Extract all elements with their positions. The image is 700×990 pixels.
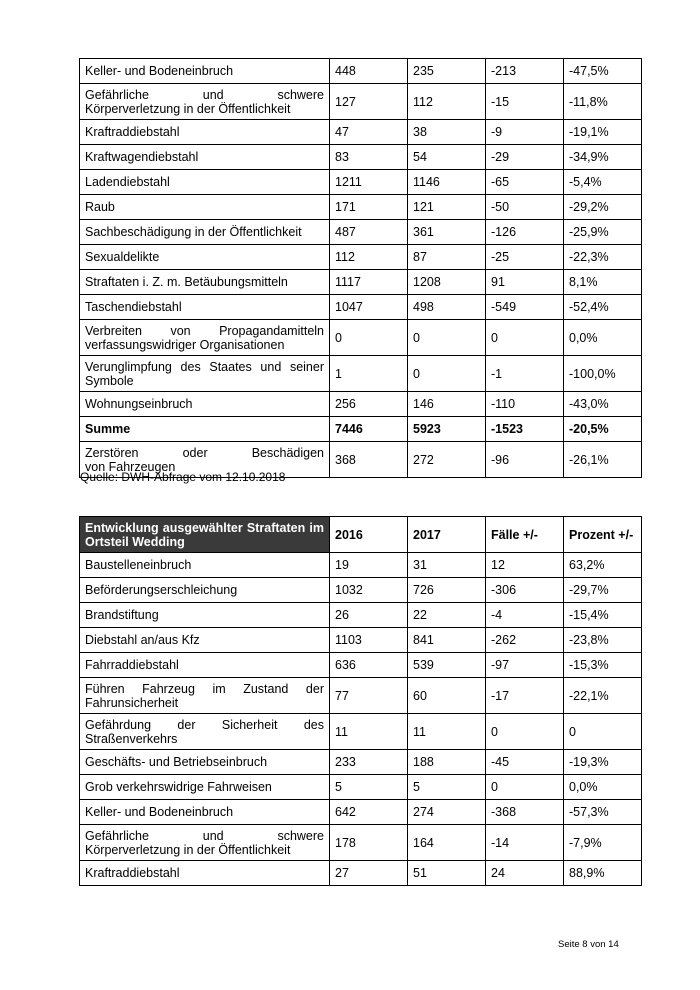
table-row	[80, 861, 642, 886]
percent-diff-cell: 8,1%	[564, 270, 642, 295]
cases-diff-cell: -65	[486, 170, 564, 195]
offense-name-cell: Fahrraddiebstahl	[80, 653, 330, 678]
value-2016-cell: 256	[330, 392, 408, 417]
table-row	[80, 295, 642, 320]
crime-statistics-table-wedding	[79, 516, 642, 886]
cases-diff-cell: -110	[486, 392, 564, 417]
value-2016-cell: 27	[330, 861, 408, 886]
cases-diff-cell: -4	[486, 603, 564, 628]
percent-diff-cell: -19,3%	[564, 750, 642, 775]
cases-diff-cell: -1	[486, 356, 564, 392]
value-2016-cell: 7446	[330, 417, 408, 442]
value-2016-cell: 19	[330, 553, 408, 578]
value-2016-cell: 127	[330, 84, 408, 120]
value-2016-cell: 178	[330, 825, 408, 861]
percent-diff-cell: -100,0%	[564, 356, 642, 392]
offense-name-cell: Raub	[80, 195, 330, 220]
cases-diff-cell: 24	[486, 861, 564, 886]
value-2017-cell: 1146	[408, 170, 486, 195]
table-row	[80, 800, 642, 825]
offense-name-cell: Führen Fahrzeug im Zustand der Fahrunsicherheit	[80, 678, 330, 714]
table-row	[80, 714, 642, 750]
percent-diff-cell: -43,0%	[564, 392, 642, 417]
cases-diff-cell: -17	[486, 678, 564, 714]
cases-diff-cell: -14	[486, 825, 564, 861]
value-2017-cell: 498	[408, 295, 486, 320]
offense-name-cell: Taschendiebstahl	[80, 295, 330, 320]
table-row	[80, 603, 642, 628]
cases-diff-cell: -9	[486, 120, 564, 145]
value-2016-cell: 0	[330, 320, 408, 356]
percent-diff-cell: -57,3%	[564, 800, 642, 825]
table-row	[80, 120, 642, 145]
value-2016-cell: 11	[330, 714, 408, 750]
table-body	[80, 553, 642, 886]
value-2017-cell: 841	[408, 628, 486, 653]
cases-diff-cell: -368	[486, 800, 564, 825]
value-2016-cell: 1032	[330, 578, 408, 603]
cases-diff-cell: -549	[486, 295, 564, 320]
offense-name-cell: Brandstiftung	[80, 603, 330, 628]
source-note: Quelle: DWH-Abfrage vom 12.10.2018	[80, 470, 286, 484]
value-2016-cell: 112	[330, 245, 408, 270]
table-row	[80, 245, 642, 270]
table-row	[80, 678, 642, 714]
header-row	[80, 517, 642, 553]
header-percent-diff: Prozent +/-	[564, 517, 642, 553]
percent-diff-cell: -15,3%	[564, 653, 642, 678]
value-2016-cell: 26	[330, 603, 408, 628]
table-row	[80, 553, 642, 578]
value-2016-cell: 5	[330, 775, 408, 800]
percent-diff-cell: -47,5%	[564, 59, 642, 84]
cases-diff-cell: -213	[486, 59, 564, 84]
value-2016-cell: 1047	[330, 295, 408, 320]
offense-name-cell: Beförderungserschleichung	[80, 578, 330, 603]
percent-diff-cell: 0,0%	[564, 320, 642, 356]
crime-statistics-table-continued	[79, 58, 642, 478]
percent-diff-cell: -34,9%	[564, 145, 642, 170]
value-2017-cell: 112	[408, 84, 486, 120]
value-2017-cell: 60	[408, 678, 486, 714]
offense-name-cell: Gefährliche und schwere Körperverletzung in der Öffentlichkeit	[80, 84, 330, 120]
offense-name-cell: Grob verkehrswidrige Fahrweisen	[80, 775, 330, 800]
table-header	[80, 517, 642, 553]
value-2017-cell: 274	[408, 800, 486, 825]
value-2016-cell: 171	[330, 195, 408, 220]
percent-diff-cell: 0	[564, 714, 642, 750]
table-row	[80, 750, 642, 775]
value-2016-cell: 448	[330, 59, 408, 84]
value-2016-cell: 1211	[330, 170, 408, 195]
header-cases-diff: Fälle +/-	[486, 517, 564, 553]
percent-diff-cell: 63,2%	[564, 553, 642, 578]
table-row	[80, 356, 642, 392]
table-row	[80, 578, 642, 603]
table-row	[80, 59, 642, 84]
cases-diff-cell: -45	[486, 750, 564, 775]
percent-diff-cell: -23,8%	[564, 628, 642, 653]
cases-diff-cell: -29	[486, 145, 564, 170]
offense-name-cell: Verunglimpfung des Staates und seiner Symbole	[80, 356, 330, 392]
cases-diff-cell: -97	[486, 653, 564, 678]
percent-diff-cell: -52,4%	[564, 295, 642, 320]
offense-name-cell: Geschäfts- und Betriebseinbruch	[80, 750, 330, 775]
value-2017-cell: 539	[408, 653, 486, 678]
value-2017-cell: 11	[408, 714, 486, 750]
cases-diff-cell: -25	[486, 245, 564, 270]
table-row	[80, 775, 642, 800]
value-2016-cell: 1	[330, 356, 408, 392]
value-2016-cell: 642	[330, 800, 408, 825]
cases-diff-cell: 12	[486, 553, 564, 578]
offense-name-cell: Diebstahl an/aus Kfz	[80, 628, 330, 653]
table-row	[80, 417, 642, 442]
table-body	[80, 59, 642, 478]
percent-diff-cell: 88,9%	[564, 861, 642, 886]
percent-diff-cell: -22,1%	[564, 678, 642, 714]
percent-diff-cell: -15,4%	[564, 603, 642, 628]
page-number: Seite 8 von 14	[558, 939, 619, 950]
value-2017-cell: 22	[408, 603, 486, 628]
value-2016-cell: 83	[330, 145, 408, 170]
offense-name-cell: Kraftraddiebstahl	[80, 861, 330, 886]
offense-name-cell: Gefährdung der Sicherheit des Straßenverkehrs	[80, 714, 330, 750]
cases-diff-cell: -96	[486, 442, 564, 478]
cases-diff-cell: 0	[486, 320, 564, 356]
table-row	[80, 145, 642, 170]
cases-diff-cell: 91	[486, 270, 564, 295]
percent-diff-cell: -7,9%	[564, 825, 642, 861]
value-2016-cell: 47	[330, 120, 408, 145]
offense-name-cell: Kraftwagendiebstahl	[80, 145, 330, 170]
header-title: Entwicklung ausgewählter Straftaten im Ortsteil Wedding	[80, 517, 330, 553]
value-2016-cell: 77	[330, 678, 408, 714]
offense-name-cell: Ladendiebstahl	[80, 170, 330, 195]
offense-name-cell: Baustelleneinbruch	[80, 553, 330, 578]
offense-name-cell: Gefährliche und schwere Körperverletzung in der Öffentlichkeit	[80, 825, 330, 861]
percent-diff-cell: -5,4%	[564, 170, 642, 195]
percent-diff-cell: -26,1%	[564, 442, 642, 478]
value-2017-cell: 5923	[408, 417, 486, 442]
offense-name-cell: Sachbeschädigung in der Öffentlichkeit	[80, 220, 330, 245]
value-2016-cell: 368	[330, 442, 408, 478]
cases-diff-cell: 0	[486, 775, 564, 800]
table-row	[80, 84, 642, 120]
cases-diff-cell: -126	[486, 220, 564, 245]
percent-diff-cell: -11,8%	[564, 84, 642, 120]
percent-diff-cell: 0,0%	[564, 775, 642, 800]
table-row	[80, 220, 642, 245]
value-2017-cell: 31	[408, 553, 486, 578]
value-2017-cell: 5	[408, 775, 486, 800]
table-row	[80, 320, 642, 356]
offense-name-cell: Keller- und Bodeneinbruch	[80, 59, 330, 84]
value-2016-cell: 487	[330, 220, 408, 245]
percent-diff-cell: -29,2%	[564, 195, 642, 220]
header-2016: 2016	[330, 517, 408, 553]
percent-diff-cell: -20,5%	[564, 417, 642, 442]
value-2017-cell: 726	[408, 578, 486, 603]
percent-diff-cell: -25,9%	[564, 220, 642, 245]
percent-diff-cell: -22,3%	[564, 245, 642, 270]
cases-diff-cell: -262	[486, 628, 564, 653]
cases-diff-cell: -50	[486, 195, 564, 220]
percent-diff-cell: -19,1%	[564, 120, 642, 145]
offense-name-cell: Kraftraddiebstahl	[80, 120, 330, 145]
table-row	[80, 195, 642, 220]
value-2017-cell: 0	[408, 356, 486, 392]
value-2017-cell: 164	[408, 825, 486, 861]
value-2016-cell: 636	[330, 653, 408, 678]
offense-name-cell: Keller- und Bodeneinbruch	[80, 800, 330, 825]
cases-diff-cell: -15	[486, 84, 564, 120]
value-2017-cell: 87	[408, 245, 486, 270]
value-2016-cell: 233	[330, 750, 408, 775]
value-2017-cell: 1208	[408, 270, 486, 295]
value-2017-cell: 188	[408, 750, 486, 775]
value-2017-cell: 38	[408, 120, 486, 145]
table-row	[80, 270, 642, 295]
cases-diff-cell: -306	[486, 578, 564, 603]
value-2016-cell: 1103	[330, 628, 408, 653]
offense-name-cell: Straftaten i. Z. m. Betäubungsmitteln	[80, 270, 330, 295]
value-2017-cell: 54	[408, 145, 486, 170]
value-2017-cell: 51	[408, 861, 486, 886]
table-row	[80, 825, 642, 861]
offense-name-cell: Verbreiten von Propagandamitteln verfassungswidriger Organisationen	[80, 320, 330, 356]
value-2017-cell: 361	[408, 220, 486, 245]
value-2017-cell: 0	[408, 320, 486, 356]
cases-diff-cell: -1523	[486, 417, 564, 442]
offense-name-cell: Zerstören oder Beschädigen von Fahrzeugen	[80, 442, 330, 478]
cases-diff-cell: 0	[486, 714, 564, 750]
value-2017-cell: 121	[408, 195, 486, 220]
value-2016-cell: 1117	[330, 270, 408, 295]
value-2017-cell: 235	[408, 59, 486, 84]
table-row	[80, 653, 642, 678]
offense-name-cell: Sexualdelikte	[80, 245, 330, 270]
percent-diff-cell: -29,7%	[564, 578, 642, 603]
table-row	[80, 170, 642, 195]
offense-name-cell: Summe	[80, 417, 330, 442]
table-row	[80, 628, 642, 653]
header-2017: 2017	[408, 517, 486, 553]
value-2017-cell: 272	[408, 442, 486, 478]
table-row	[80, 392, 642, 417]
offense-name-cell: Wohnungseinbruch	[80, 392, 330, 417]
value-2017-cell: 146	[408, 392, 486, 417]
